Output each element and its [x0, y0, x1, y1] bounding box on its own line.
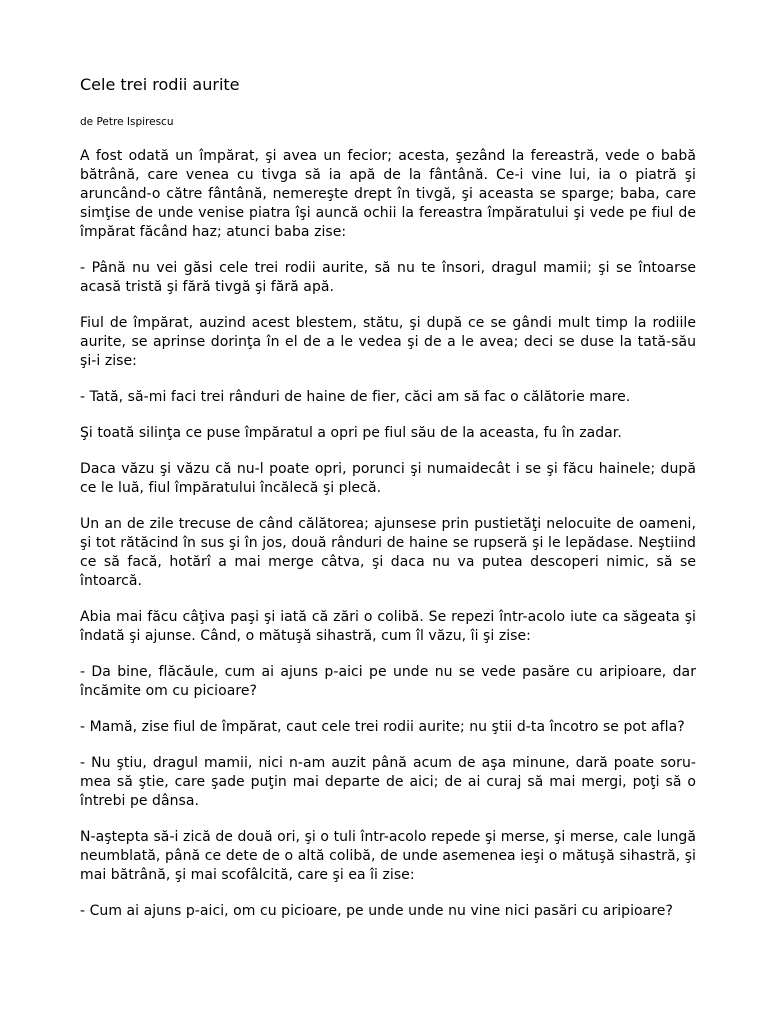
paragraph: - Nu ştiu, dragul mamii, nici n-am auzit până acum de aşa minune, dară poate soru-mea să ştie, care şade puţin mai departe de aici; de ai curaj să mai mergi, poţi să o întrebi pe dânsa. [80, 755, 696, 809]
paragraph: Fiul de împărat, auzind acest blestem, stătu, şi după ce se gândi mult timp la rodiile aurite, se aprinse dorinţa în el de a le vedea şi de a le avea; deci se duse la tată-său şi-i zise: [80, 315, 696, 369]
paragraph: N-aştepta să-i zică de două ori, şi o tuli într-acolo repede şi merse, şi merse, cale lungă neumblată, până ce dete de o altă colibă, de unde asemenea ieşi o mătuşă sihastră, şi mai bătrână, şi mai scofâlcită, care şi ea îi zise: [80, 829, 696, 883]
paragraph: - Până nu vei găsi cele trei rodii aurite, să nu te însori, dragul mamii; şi se întoarse acasă tristă şi fără tivgă şi fără apă. [80, 260, 696, 295]
paragraph: Daca văzu şi văzu că nu-l poate opri, porunci şi numaidecât i se şi făcu hainele; după ce le luă, fiul împăratului încălecă şi plecă. [80, 461, 696, 496]
author-line: de Petre Ispirescu [80, 116, 174, 128]
paragraph: - Mamă, zise fiul de împărat, caut cele trei rodii aurite; nu ştii d-ta încotro se pot afla? [80, 719, 685, 735]
paragraph: - Cum ai ajuns p-aici, om cu picioare, pe unde unde nu vine nici pasări cu aripioare? [80, 903, 673, 919]
paragraph: Abia mai făcu câţiva paşi şi iată că zări o colibă. Se repezi într-acolo iute ca săgeata şi îndată şi ajunse. Când, o mătuşă sihastră, cum îl văzu, îi şi zise: [80, 609, 696, 644]
document-title: Cele trei rodii aurite [80, 75, 240, 94]
paragraph: - Da bine, flăcăule, cum ai ajuns p-aici pe unde nu se vede pasăre cu aripioare, dar încămite om cu picioare? [80, 664, 696, 699]
paragraph: Un an de zile trecuse de când călătorea; ajunsese prin pustietăţi nelocuite de oameni, şi tot rătăcind în sus şi în jos, două rânduri de haine se rupseră şi le lepădase. Neştiind ce să facă, hotărî a mai merge câtva, şi daca nu va putea descoperi nimic, să se întoarcă. [80, 516, 696, 589]
document-body [80, 147, 696, 921]
paragraph: A fost odată un împărat, şi avea un fecior; acesta, şezând la fereastră, vede o babă bătrână, care venea cu tivga să ia apă de la fântână. Ce-i vine lui, ia o piatră şi aruncând-o către fântână, nemereşte drept în tivgă, şi aceasta se sparge; baba, care simţise de unde venise piatra îşi auncă ochii la fereastra împăratului şi vede pe fiul de împărat făcând haz; atunci baba zise: [80, 148, 696, 240]
paragraph: - Tată, să-mi faci trei rânduri de haine de fier, căci am să fac o călătorie mare. [80, 389, 631, 405]
paragraph: Şi toată silinţa ce puse împăratul a opri pe fiul său de la aceasta, fu în zadar. [80, 425, 622, 441]
document-page [80, 74, 696, 938]
